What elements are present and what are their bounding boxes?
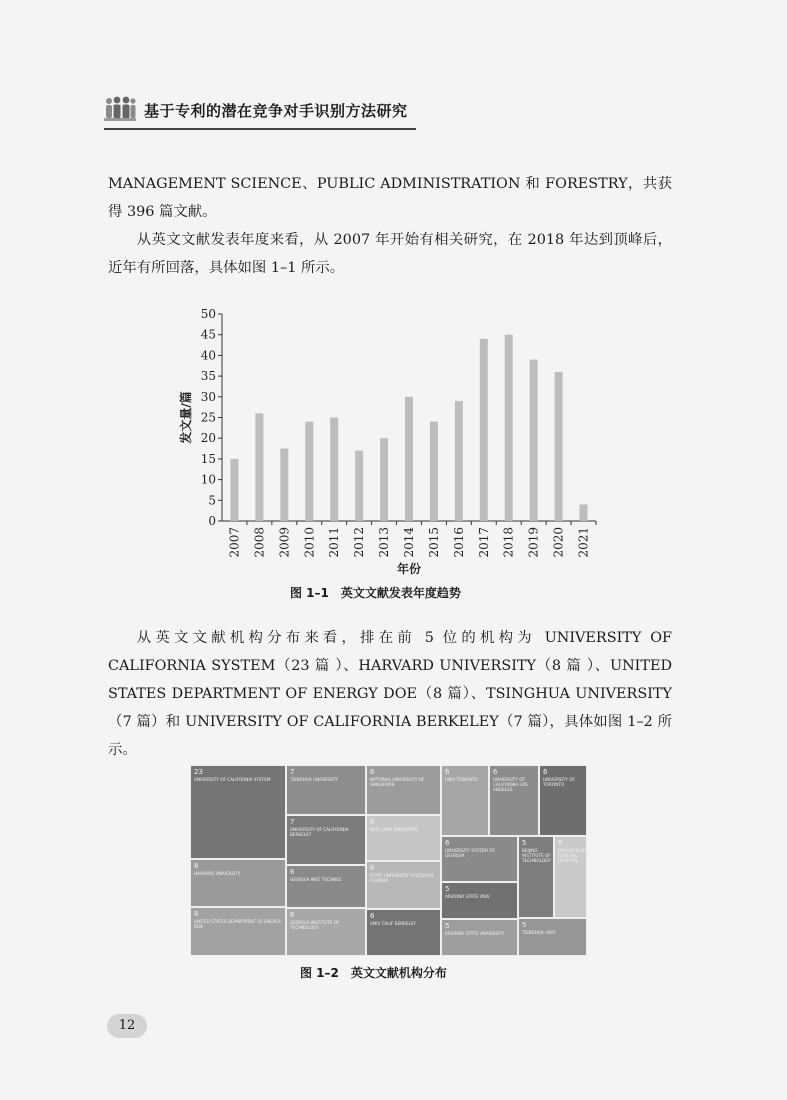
x-tick-label-2008: 2008 bbox=[252, 527, 267, 558]
x-tick-label-2010: 2010 bbox=[302, 527, 317, 558]
treemap-tile-count: 6 bbox=[493, 768, 498, 776]
bar-2015 bbox=[430, 422, 438, 521]
treemap-tile bbox=[554, 836, 595, 918]
running-header bbox=[104, 94, 416, 128]
y-tick-label: 15 bbox=[200, 451, 216, 466]
treemap-tile-label: UNIVERSITY OF TORONTO bbox=[543, 777, 575, 787]
treemap-tile-count: 6 bbox=[290, 868, 295, 876]
treemap-tile-label: UNITED STATES DEPARTMENT OF ENERGY DOE bbox=[194, 919, 282, 929]
x-tick-label-2017: 2017 bbox=[476, 527, 491, 558]
x-tick-label-2014: 2014 bbox=[402, 527, 416, 558]
y-tick-label: 0 bbox=[208, 514, 216, 528]
treemap-tile-count: 5 bbox=[522, 921, 527, 929]
treemap-tile-label: UNIVERSITY OF CALIFORNIA SYSTEM bbox=[194, 777, 271, 782]
treemap-tile-count: 6 bbox=[290, 911, 295, 919]
bar-2016 bbox=[455, 401, 463, 521]
treemap-tile-label: UNIVERSITY SYSTEM OF GEORGIA bbox=[445, 848, 495, 858]
x-tick-label-2021: 2021 bbox=[576, 527, 591, 558]
treemap-tile-count: 6 bbox=[445, 768, 450, 776]
treemap-tile bbox=[518, 836, 554, 918]
treemap-tile bbox=[190, 765, 286, 859]
treemap-tile-label: HARVARD UNIVERSITY bbox=[194, 871, 241, 876]
bar-2017 bbox=[480, 339, 488, 521]
treemap-tile-label: NATL UNIV SINGAPORE bbox=[370, 827, 419, 832]
treemap-tile bbox=[539, 765, 587, 836]
paragraph-3: 从英文文献机构分布来看，排在前 5 位的机构为 UNIVERSITY OF CALIFORNIA SYSTEM（23 篇 ）、HARVARD UNIVERSITY（8 篇 ）、UNITED STATES DEPARTMENT OF ENERGY DOE（8 篇）、TSINGHUA UNIVERSITY（7 篇）和 UNIVERSITY OF CALIFORNIA BERKELEY（7 篇），具体如图 1–2 所示。 bbox=[108, 630, 672, 758]
treemap-tile-label: TSINGHUA UNIVERSITY bbox=[290, 777, 339, 782]
treemap-tile-count: 5 bbox=[445, 922, 450, 930]
treemap-tile bbox=[366, 815, 441, 861]
bar-2008 bbox=[255, 413, 263, 521]
institution-treemap bbox=[190, 765, 595, 956]
treemap-tile-count: 7 bbox=[290, 768, 295, 776]
x-tick-label-2012: 2012 bbox=[352, 527, 367, 558]
bar-2007 bbox=[230, 459, 238, 521]
treemap-tile-count: 6 bbox=[370, 768, 375, 776]
treemap-tile-label: STATE UNIVERSITY SYSTEM OF FLORIDA bbox=[370, 873, 434, 883]
treemap-tile bbox=[366, 765, 441, 815]
bar-2011 bbox=[330, 418, 338, 522]
treemap-tile bbox=[441, 919, 518, 956]
treemap-tile bbox=[441, 765, 489, 836]
bar-2021 bbox=[580, 504, 588, 521]
y-tick-label: 40 bbox=[200, 348, 216, 363]
x-tick-label-2015: 2015 bbox=[426, 527, 441, 558]
treemap-tile-count: 6 bbox=[445, 839, 450, 847]
bar-2019 bbox=[530, 360, 538, 521]
treemap-tile-count: 23 bbox=[194, 768, 203, 776]
treemap-tile-count: 7 bbox=[290, 818, 295, 826]
treemap-tile bbox=[441, 882, 518, 919]
bar-2018 bbox=[505, 335, 513, 521]
people-logo-icon bbox=[104, 96, 136, 122]
x-axis-title: 年份 bbox=[396, 562, 422, 576]
treemap-tile bbox=[190, 859, 286, 907]
paragraph-1: MANAGEMENT SCIENCE、PUBLIC ADMINISTRATION 和 FORESTRY，共获得 396 篇文献。 bbox=[108, 176, 672, 220]
treemap-tile-count: 5 bbox=[558, 839, 563, 847]
treemap-tile bbox=[518, 918, 587, 956]
page-number: 12 bbox=[107, 1014, 147, 1038]
treemap-tile-label: GEORGIA INST TECHNOL bbox=[290, 877, 342, 882]
y-tick-label: 45 bbox=[200, 327, 216, 342]
bar-2013 bbox=[380, 438, 388, 521]
treemap-tile-label: UNIVERSITY OF CALIFORNIA LOS ANGELES bbox=[493, 777, 528, 792]
treemap-tile-count: 6 bbox=[370, 864, 375, 872]
x-tick-label-2020: 2020 bbox=[551, 527, 566, 558]
treemap-tile-label: NATIONAL UNIVERSITY OF SINGAPORE bbox=[370, 777, 425, 787]
bar-2014 bbox=[405, 397, 413, 521]
header-rule bbox=[104, 128, 416, 130]
treemap-tile-count: 6 bbox=[543, 768, 548, 776]
paragraph-2: 从英文文献发表年度来看，从 2007 年开始有相关研究，在 2018 年达到顶峰后，近年有所回落，具体如图 1–1 所示。 bbox=[108, 232, 672, 276]
treemap-tile-label: TSINGHUA UNIV bbox=[522, 930, 556, 935]
treemap-tile-label: ARIZONA STATE UNIVERSITY bbox=[445, 931, 505, 936]
x-tick-label-2009: 2009 bbox=[277, 527, 292, 558]
bar-2020 bbox=[555, 372, 563, 521]
treemap-tile-count: 6 bbox=[370, 912, 375, 920]
x-tick-label-2018: 2018 bbox=[501, 527, 516, 558]
treemap-tile bbox=[441, 836, 518, 882]
treemap-tile bbox=[286, 865, 366, 908]
y-tick-label: 30 bbox=[200, 389, 216, 404]
x-tick-label-2019: 2019 bbox=[526, 527, 541, 558]
y-axis-title: 发文量/篇 bbox=[179, 391, 193, 444]
x-tick-label-2011: 2011 bbox=[327, 527, 342, 558]
y-tick-label: 50 bbox=[200, 307, 216, 321]
x-tick-label-2007: 2007 bbox=[227, 527, 242, 558]
treemap-tile-count: 6 bbox=[370, 818, 375, 826]
y-tick-label: 20 bbox=[200, 431, 216, 446]
treemap-tile bbox=[366, 909, 441, 956]
treemap-tile bbox=[366, 861, 441, 909]
publication-year-bar-chart bbox=[174, 300, 614, 580]
x-tick-label-2013: 2013 bbox=[377, 527, 392, 558]
treemap-tile-count: 8 bbox=[194, 910, 199, 918]
treemap-tile-label: UNIVERSITY OF CALIFORNIA BERKELEY bbox=[290, 827, 349, 837]
y-tick-label: 10 bbox=[200, 472, 216, 487]
y-tick-label: 25 bbox=[200, 410, 216, 425]
x-tick-label-2016: 2016 bbox=[451, 527, 466, 558]
treemap-tile-count: 5 bbox=[445, 885, 450, 893]
running-header-title: 基于专利的潜在竞争对手识别方法研究 bbox=[144, 102, 408, 120]
treemap-tile-label: UNIV CALIF BERKELEY bbox=[370, 921, 417, 926]
y-tick-label: 35 bbox=[200, 369, 216, 384]
treemap-tile bbox=[286, 908, 366, 956]
treemap-tile-label: BEIJING INSTITUTE OF TECHNOLOGY bbox=[522, 848, 551, 863]
treemap-tile-count: 5 bbox=[522, 839, 527, 847]
figure-1-1-caption: 图 1–1 英文文献发表年度趋势 bbox=[290, 586, 461, 600]
bar-2009 bbox=[280, 449, 288, 521]
treemap-tile bbox=[190, 907, 286, 956]
treemap-tile-label: GEORGIA INSTITUTE OF TECHNOLOGY bbox=[290, 920, 340, 930]
treemap-tile-label: UNIV TORONTO bbox=[445, 777, 478, 782]
treemap-tile bbox=[286, 815, 366, 865]
treemap-tile-label: ARIZONA STATE UNIV bbox=[445, 894, 490, 899]
y-tick-label: 5 bbox=[208, 493, 216, 508]
bar-2010 bbox=[305, 422, 313, 521]
figure-1-2-caption: 图 1–2 英文文献机构分布 bbox=[300, 966, 447, 980]
treemap-tile bbox=[286, 765, 366, 815]
treemap-tile-label: MASSACHUSETTS GENERAL HOSPITAL bbox=[558, 848, 595, 863]
bar-2012 bbox=[355, 451, 363, 521]
treemap-tile-count: 8 bbox=[194, 862, 199, 870]
treemap-tile bbox=[489, 765, 539, 836]
